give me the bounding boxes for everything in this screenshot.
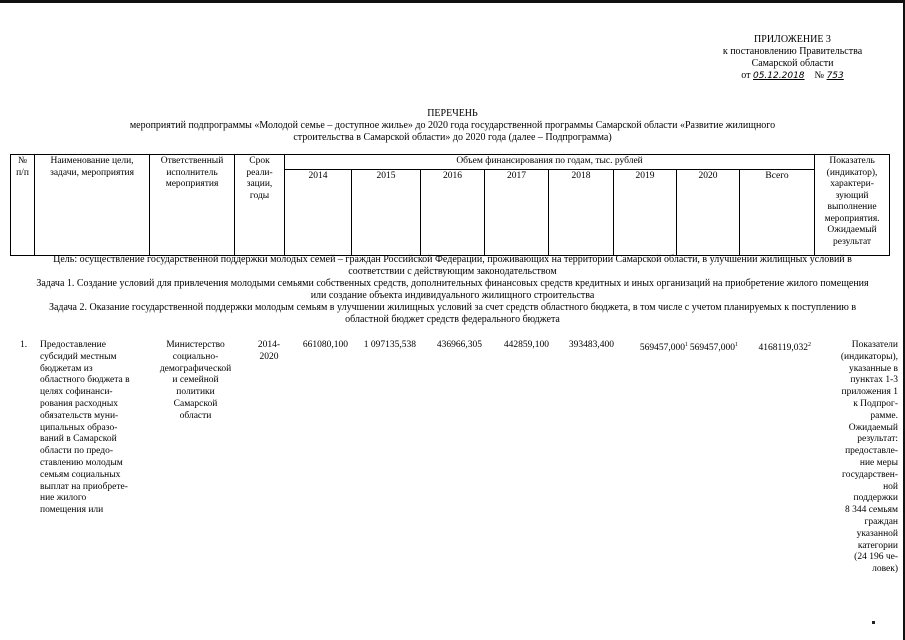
number-label: № (814, 70, 825, 81)
ind-line: к Подпрог- (853, 398, 898, 409)
name-line: области по предо- (40, 446, 114, 457)
term-line: 2020 (259, 351, 279, 362)
resp-line: и семейной (172, 375, 219, 386)
task1-text: Задача 1. Создание условий для привлечения молодыми семьями собственных средств, дополнительных финансовых средств кредитных и иных организаций на приобретение жилого помещения или создание объекта индивидуального жилищного строительства (36, 278, 869, 301)
ind-line: указанные в (848, 363, 898, 374)
row1-name (40, 340, 152, 517)
ind-line: результат: (857, 434, 898, 445)
col-name-header: Наименование цели, задачи, мероприятия (35, 155, 150, 256)
name-line: Предоставление (40, 340, 106, 350)
name-line: ставлению молодым (40, 457, 123, 468)
top-border (0, 0, 905, 3)
task2-text: Задача 2. Оказание государственной поддержки молодым семьям в улучшении жилищных условий за счет средств областного бюджета, в том числе с учетом планируемых к поступлению в областной бюджет средств федерального бюджета (48, 302, 857, 325)
value-2019-cell (622, 340, 688, 355)
table-header (10, 154, 890, 256)
resp-line: Министерство (166, 340, 225, 350)
ind-line: (индикаторы), (840, 351, 898, 362)
scan-speck (872, 621, 875, 624)
goal-text: Цель: осуществление государственной поддержки молодых семей – граждан Российской Федерации, проживающих на территории Самарской области, в улучшении жилищных условий в соответствии с действующим законодательством (53, 254, 852, 277)
handwritten-date: 05.12.2018 (752, 71, 805, 81)
year-2016-header: 2016 (421, 169, 485, 255)
value-2014: 661080,100 (302, 340, 348, 350)
document-subtitle: мероприятий подпрограммы «Молодой семье – доступное жилье» до 2020 года государственной программы Самарской области «Развитие жилищного строительства в Самарской области» до 2020 года (далее – Подпрограмма) (129, 120, 776, 143)
year-2018-header: 2018 (549, 169, 614, 255)
annex-line3: Самарской области (751, 58, 834, 69)
ind-line: (24 196 че- (854, 552, 898, 563)
name-line: рования расходных (40, 398, 118, 409)
ind-line: государствен- (842, 469, 898, 480)
value-2020: 569457,000 (689, 343, 735, 354)
term-line: 2014- (257, 340, 281, 350)
name-line: семьям социальных (40, 469, 121, 480)
ind-line: 8 344 семьям (844, 505, 898, 516)
annex-block (700, 34, 885, 82)
name-line: обязательств муни- (40, 410, 119, 421)
col-term-header: Срок реали-зации, годы (235, 155, 285, 256)
col-indicator-header: Показатель (индикатор), характери-зующий выполнение мероприятия. Ожидаемый результат (815, 155, 890, 256)
year-2014-header: 2014 (285, 169, 352, 255)
ind-line: пунктах 1-3 (850, 375, 898, 386)
year-2015-header: 2015 (352, 169, 421, 255)
ind-line: ние меры (859, 457, 898, 468)
name-line: ципальных образо- (40, 422, 118, 433)
row1-indicator (810, 340, 898, 576)
year-2020-header: 2020 (677, 169, 740, 255)
ind-line: предоставле- (845, 446, 898, 457)
ind-line: категории (857, 540, 898, 551)
resp-line: политики (176, 387, 215, 398)
footnote-2019: 1 (685, 342, 688, 348)
name-line: ваний в Самарской (40, 434, 117, 445)
row1-number: 1. (20, 340, 28, 350)
document-title: ПЕРЕЧЕНЬ (427, 108, 478, 119)
value-total: 4168119,032 (758, 343, 808, 354)
resp-line: социально- (172, 351, 219, 362)
resp-line: демографической (159, 363, 232, 374)
name-line: выплат на приобрете- (40, 481, 128, 492)
row1-term (245, 340, 293, 364)
value-2017: 442859,100 (503, 340, 549, 350)
total-header: Всего (740, 169, 815, 255)
value-2019: 569457,000 (639, 343, 685, 354)
ind-line: указанной (856, 528, 898, 539)
name-line: целях софинанси- (40, 387, 113, 398)
footnote-total: 2 (808, 342, 811, 348)
name-line: помещения или (40, 505, 104, 516)
annex-line2: к постановлению Правительства (722, 46, 863, 57)
name-line: ние жилого (40, 493, 87, 504)
value-2018: 393483,400 (568, 340, 614, 350)
year-2017-header: 2017 (485, 169, 549, 255)
ind-line: ловек) (872, 564, 898, 575)
ind-line: Показатели (851, 340, 898, 350)
ind-line: граждан (864, 516, 898, 527)
resp-line: области (179, 410, 212, 421)
ind-line: рамме. (870, 410, 898, 421)
ind-line: приложения 1 (841, 387, 898, 398)
value-2020-cell (688, 340, 738, 355)
annex-date-line (700, 70, 885, 82)
year-2019-header: 2019 (614, 169, 677, 255)
footnote-2020: 1 (735, 342, 738, 348)
value-2015: 1 097135,538 (363, 340, 416, 350)
col-num-header: № п/п (11, 155, 35, 256)
resp-line: Самарской (173, 398, 218, 409)
ind-line: ной (883, 481, 898, 492)
row1-responsible (153, 340, 238, 423)
ind-line: поддержки (853, 493, 898, 504)
handwritten-number: 753 (826, 71, 844, 81)
value-total-cell (745, 340, 811, 355)
annex-title: ПРИЛОЖЕНИЕ 3 (754, 34, 831, 45)
col-financing-header: Объем финансирования по годам, тыс. рублей (285, 155, 815, 170)
value-2016: 436966,305 (436, 340, 482, 350)
ind-line: Ожидаемый (848, 422, 898, 433)
name-line: субсидий местным (40, 351, 117, 362)
name-line: областного бюджета в (40, 375, 130, 386)
col-responsible-header: Ответственный исполнитель мероприятия (150, 155, 235, 256)
name-line: бюджетам из (40, 363, 93, 374)
from-label: от (741, 70, 751, 81)
